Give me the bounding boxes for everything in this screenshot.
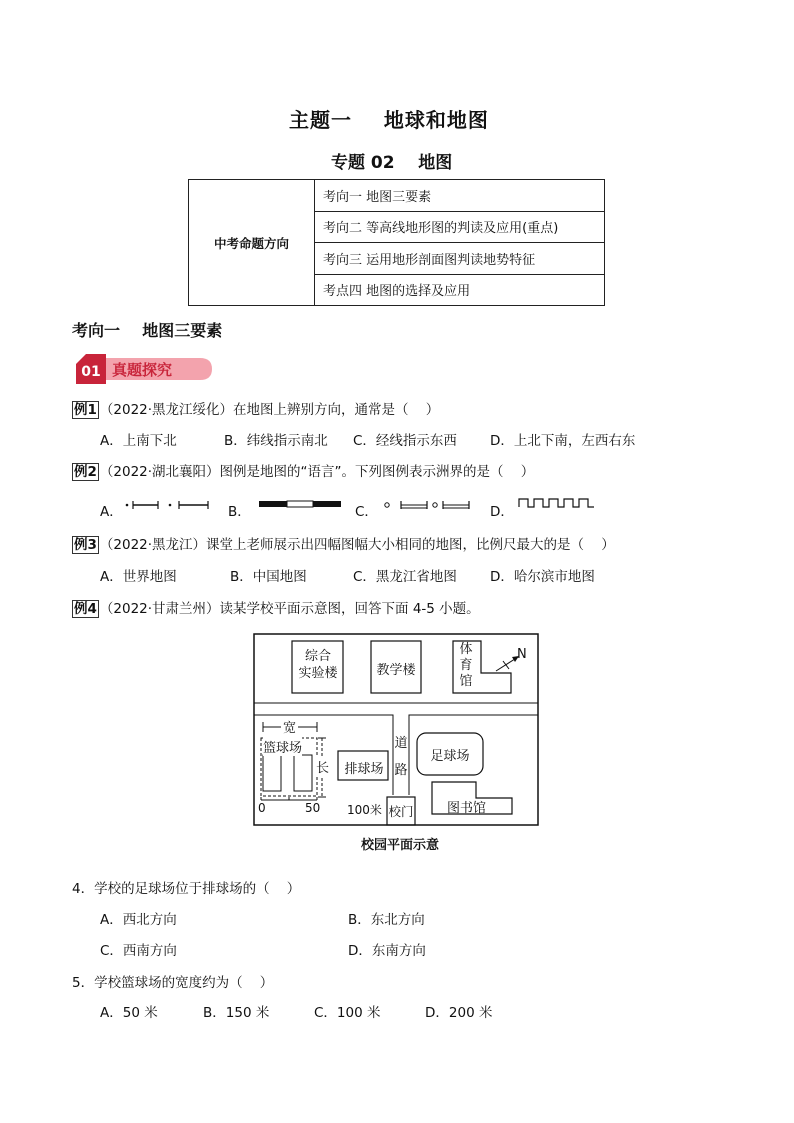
road-label-1: 道	[394, 736, 408, 751]
example-3-stem: （2022·黑龙江）课堂上老师展示出四幅图幅大小相同的地图，比例尺最大的是（ ）	[99, 537, 615, 553]
scale-label-100: 100米	[347, 803, 382, 817]
example-1-option-a: A．上南下北	[100, 433, 177, 449]
gate-label: 校门	[388, 804, 414, 819]
scale-label-50: 50	[305, 801, 321, 815]
example-3-option-a: A．世界地图	[100, 569, 177, 585]
legend-symbol-d	[518, 496, 598, 510]
volleyball-court-label: 排球场	[344, 762, 384, 777]
question-5-stem: 5．学校篮球场的宽度约为（ ）	[72, 975, 274, 991]
section-banner	[72, 350, 212, 388]
direction-row-2: 考向二 等高线地形图的判读及应用(重点)	[315, 211, 605, 243]
complex-building-label: 综合 实验楼	[298, 649, 338, 681]
direction-row-3: 考向三 运用地形剖面图判读地势特征	[315, 243, 605, 275]
example-3-option-b: B．中国地图	[230, 569, 307, 585]
question-5-option-a: A．50 米	[100, 1005, 158, 1021]
example-4	[72, 597, 480, 617]
question-5-option-b: B．150 米	[203, 1005, 270, 1021]
question-4-stem: 4．学校的足球场位于排球场的（ ）	[72, 881, 301, 897]
example-1-tag: 例1	[74, 402, 97, 418]
example-1-option-c: C．经线指示东西	[353, 433, 457, 449]
legend-symbol-a	[124, 498, 214, 512]
direction-row-1: 考向一 地图三要素	[315, 180, 605, 212]
legend-symbol-c	[383, 498, 473, 512]
example-2-stem: （2022·湖北襄阳）图例是地图的“语言”。下列图例表示洲界的是（ ）	[99, 464, 535, 480]
north-label: N	[517, 647, 527, 662]
question-4-option-d: D．东南方向	[348, 943, 426, 959]
example-2	[72, 460, 534, 480]
example-2-option-a: A．	[100, 504, 123, 520]
gym-label: 体 育 馆	[459, 642, 473, 689]
question-4-option-b: B．东北方向	[348, 912, 425, 928]
example-2-option-c: C．	[355, 504, 378, 520]
example-2-tag: 例2	[74, 464, 97, 480]
page-subtitle: 专题 02 地图	[331, 153, 453, 173]
example-2-option-d: D．	[490, 504, 514, 520]
example-3-tag: 例3	[74, 537, 97, 553]
example-3-option-d: D．哈尔滨市地图	[490, 569, 595, 585]
question-4-option-a: A．西北方向	[100, 912, 177, 928]
scale-label-0: 0	[258, 801, 266, 815]
question-4-option-c: C．西南方向	[100, 943, 177, 959]
example-4-stem: （2022·甘肃兰州）读某学校平面示意图，回答下面 4-5 小题。	[99, 601, 480, 617]
example-4-tag: 例4	[74, 601, 97, 617]
campus-map-caption: 校园平面示意	[361, 838, 440, 853]
campus-map	[253, 633, 539, 826]
page-title: 主题一 地球和地图	[289, 108, 489, 132]
banner-number: 01	[81, 364, 101, 380]
question-5-option-d: D．200 米	[425, 1005, 493, 1021]
section-heading: 考向一 地图三要素	[72, 321, 223, 340]
length-label: 长	[316, 757, 329, 776]
football-field-label: 足球场	[430, 749, 470, 764]
basketball-court-label: 篮球场	[263, 737, 302, 756]
example-1-option-d: D．上北下南，左西右东	[490, 433, 636, 449]
width-label: 宽	[281, 717, 298, 736]
library-label: 图书馆	[447, 801, 487, 816]
direction-table-label: 中考命题方向	[189, 180, 315, 306]
road-label-2: 路	[394, 763, 408, 778]
direction-table	[188, 179, 605, 306]
example-1-option-b: B．纬线指示南北	[224, 433, 328, 449]
example-3	[72, 533, 615, 553]
example-2-option-b: B．	[228, 504, 251, 520]
banner-text: 真题探究	[112, 361, 173, 379]
example-3-option-c: C．黑龙江省地图	[353, 569, 457, 585]
legend-symbol-b	[258, 498, 342, 510]
teaching-building-label: 教学楼	[376, 663, 416, 678]
example-1-stem: （2022·黑龙江绥化）在地图上辨别方向，通常是（ ）	[99, 402, 440, 418]
direction-row-4: 考点四 地图的选择及应用	[315, 274, 605, 306]
example-1	[72, 398, 439, 418]
question-5-option-c: C．100 米	[314, 1005, 381, 1021]
